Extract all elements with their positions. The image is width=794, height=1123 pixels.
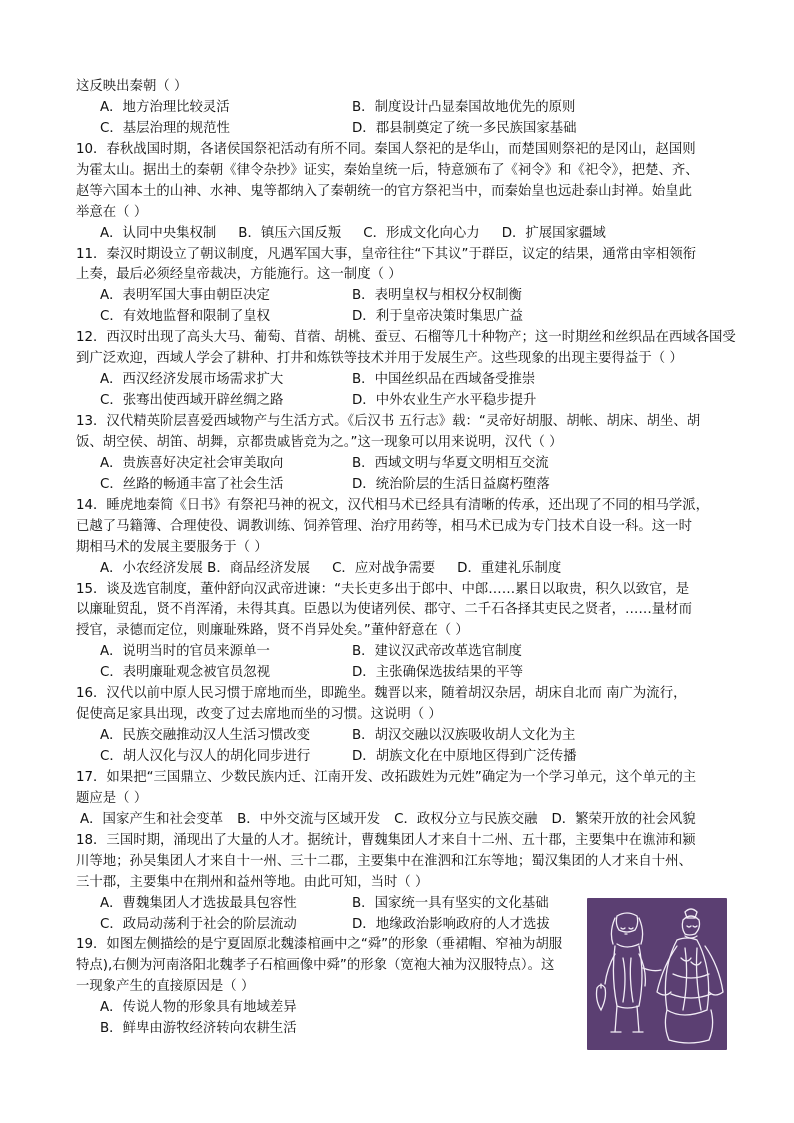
q16-option-d[interactable]: D．胡族文化在中原地区得到广泛传播 — [352, 749, 577, 764]
q17-option-d[interactable]: D．繁荣开放的社会风貌 — [551, 811, 696, 827]
q19-option-b[interactable]: B．鲜卑由游牧经济转向农耕生活 — [100, 1021, 297, 1037]
q12-option-d[interactable]: D．中外农业生产水平稳步提升 — [352, 393, 537, 409]
q10-option-b[interactable]: B．镇压六国反叛 — [238, 225, 342, 241]
q15-stem-1: 15．谈及选官制度，董仲舒向汉武帝进谏：“夫长吏多出于郎中、中郎……累日以取贵，积久以致官，是 — [76, 581, 690, 597]
q13-options-row2 — [76, 475, 724, 496]
q16-stem-2: 促使高足家具出现，改变了过去席地而坐的习惯。这说明（ ） — [76, 707, 442, 723]
q13-stem-1: 13．汉代精英阶层喜爱西域物产与生活方式。《后汉书 五行志》载：“灵帝好胡服、胡帐、胡床、胡坐、胡 — [76, 414, 701, 429]
q12-option-c[interactable]: C．张骞出使西域开辟丝绸之路 — [100, 393, 284, 409]
q13-stem-2: 饭、胡空侯、胡笛、胡舞，京都贵戚皆竞为之。”这一现象可以用来说明，汉代（ ） — [76, 434, 563, 450]
q11-options-row1 — [76, 286, 724, 307]
q19-stem-1: 19．如图左侧描绘的是宁夏固原北魏漆棺画中之“舜”的形象（垂裙帽、窄袖为胡服 — [76, 937, 563, 953]
q14-options — [76, 559, 724, 580]
q9-options-row1 — [76, 98, 724, 119]
q15-option-c[interactable]: C．表明廉耻观念被官员忽视 — [100, 665, 271, 681]
q14-stem-1: 14．睡虎地秦简《日书》有祭祀马神的祝文，汉代相马术已经具有清晰的传承，还出现了不同的相马学派， — [76, 497, 710, 513]
q18-option-a[interactable]: A．曹魏集团人才选拔最具包容性 — [100, 895, 297, 911]
q12-option-a[interactable]: A．西汉经济发展市场需求扩大 — [100, 372, 284, 388]
q10-option-d[interactable]: D．扩展国家疆域 — [501, 225, 606, 241]
q16-options-row1 — [76, 726, 724, 747]
q17-option-c[interactable]: C．政权分立与民族交融 — [394, 811, 538, 827]
q19-option-a[interactable]: A．传说人物的形象具有地域差异 — [100, 1000, 297, 1016]
q19-stem-3: 一现象产生的直接原因是（ ） — [76, 979, 255, 995]
q18-option-b[interactable]: B．国家统一具有坚实的文化基础 — [352, 895, 549, 911]
q10-option-c[interactable]: C．形成文化向心力 — [363, 225, 480, 241]
q11-options-row2 — [76, 307, 724, 328]
q12-options-row2 — [76, 391, 724, 412]
q16-options-row2 — [76, 747, 724, 768]
q10-stem-4: 举意在（ ） — [76, 204, 148, 220]
q17-stem-1: 17．如果把“三国鼎立、少数民族内迁、江南开发、改拓跋姓为元姓”确定为一个学习单元，这个单元的主 — [76, 769, 697, 785]
q15-option-a[interactable]: A．说明当时的官员来源单一 — [100, 644, 270, 660]
q18-option-c[interactable]: C．政局动荡利于社会的阶层流动 — [100, 916, 297, 932]
q18-stem-2: 川等地；孙吴集团人才来自十一州、三十二郡，主要集中在淮泗和江东等地；蜀汉集团的人才来自十州、 — [76, 853, 692, 869]
q13-option-b[interactable]: B．西域文明与华夏文明相互交流 — [352, 455, 549, 471]
q15-stem-3: 授官，录德而定位，则廉耻殊路，贤不肖异处矣。”董仲舒意在（ ） — [76, 623, 469, 639]
shun-figure-image — [587, 898, 727, 1050]
q9-continuation: 这反映出秦朝（ ） — [76, 79, 188, 94]
q16-option-a[interactable]: A．民族交融推动汉人生活习惯改变 — [100, 728, 311, 744]
q12-stem-2: 到广泛欢迎，西域人学会了耕种、打井和炼铁等技术并用于发展生产。这些现象的出现主要得益于（ ） — [76, 351, 683, 367]
q14-option-c[interactable]: C．应对战争需要 — [332, 560, 436, 576]
q11-option-c[interactable]: C．有效地监督和限制了皇权 — [100, 309, 271, 325]
q10-stem-3: 赵等六国本土的山神、水神、鬼等都纳入了秦朝统一的官方祭祀当中，而秦始皇也远赴泰山封禅。始皇此 — [76, 183, 692, 199]
q15-options-row1 — [76, 642, 724, 663]
q11-option-b[interactable]: B．表明皇权与相权分权制衡 — [352, 288, 522, 304]
q17-options — [76, 810, 724, 831]
q18-stem-3: 三十郡，主要集中在荆州和益州等地。由此可知，当时（ ） — [76, 874, 429, 890]
q14-option-d[interactable]: D．重建礼乐制度 — [457, 560, 562, 576]
q9-option-a[interactable]: A．地方治理比较灵活 — [100, 99, 230, 115]
q13-option-d[interactable]: D．统治阶层的生活日益腐朽堕落 — [352, 476, 550, 492]
shun-line-drawing — [587, 898, 727, 1050]
q11-option-a[interactable]: A．表明军国大事由朝臣决定 — [100, 288, 270, 304]
q10-stem-2: 为霍太山。据出土的秦朝《律令杂抄》证实，秦始皇统一后，特意颁布了《祠令》和《祀令》，把楚、齐、 — [76, 162, 699, 178]
q12-stem-1: 12．西汉时出现了高头大马、葡萄、苜蓿、胡桃、蚕豆、石榴等几十种物产；这一时期丝和丝织品在西域各国受 — [76, 330, 736, 346]
q12-options-row1 — [76, 370, 724, 391]
q16-option-b[interactable]: B．胡汉交融以汉族吸收胡人文化为主 — [352, 728, 576, 744]
q13-options-row1 — [76, 454, 724, 475]
q18-stem-1: 18．三国时期，涌现出了大量的人才。据统计，曹魏集团人才来自十二州、五十郡，主要集中在谯沛和颍 — [76, 832, 696, 848]
q18-option-d[interactable]: D．地缘政治影响政府的人才选拔 — [352, 916, 550, 932]
q16-stem-1: 16．汉代以前中原人民习惯于席地而坐，即跪坐。魏晋以来，随着胡汉杂居，胡床自北而 南广为流行， — [76, 686, 687, 702]
q10-options — [76, 224, 724, 245]
q17-option-b[interactable]: B．中外交流与区域开发 — [237, 811, 381, 827]
q11-option-d[interactable]: D．利于皇帝决策时集思广益 — [352, 309, 523, 325]
q14-stem-2: 已越了马籍簿、合理使役、调教训练、饲养管理、治疗用药等，相马术已成为专门技术自设一科。这一时 — [76, 518, 692, 534]
q13-option-a[interactable]: A．贵族喜好决定社会审美取向 — [100, 455, 284, 471]
q9-options-row2 — [76, 119, 724, 140]
q11-stem-1: 11．秦汉时期设立了朝议制度，凡遇军国大事，皇帝往往“下其议”于群臣，议定的结果，通常由宰相领衔 — [76, 246, 697, 262]
exam-page — [76, 77, 736, 1040]
q10-option-a[interactable]: A．认同中央集权制 — [100, 225, 217, 241]
q17-stem-2: 题应是（ ） — [76, 790, 148, 806]
q11-stem-2: 上奏，最后必须经皇帝裁决，方能施行。这一制度（ ） — [76, 267, 402, 283]
q10-stem-1: 10．春秋战国时期，各诸侯国祭祀活动有所不同。秦国人祭祀的是华山，而楚国则祭祀的是冈山，赵国则 — [76, 141, 696, 157]
q17-option-a[interactable]: A．国家产生和社会变革 — [80, 811, 224, 827]
q15-stem-2: 以廉耻贸乱，贤不肖浑淆，未得其真。臣愚以为使诸列侯、郡守、二千石各择其吏民之贤者，……量材而 — [76, 602, 692, 618]
q12-option-b[interactable]: B．中国丝织品在西域备受推崇 — [352, 372, 536, 388]
q15-options-row2 — [76, 663, 724, 684]
q9-option-b[interactable]: B．制度设计凸显秦国故地优先的原则 — [352, 99, 576, 115]
q13-option-c[interactable]: C．丝路的畅通丰富了社会生活 — [100, 476, 284, 492]
q14-option-ab[interactable]: A．小农经济发展 B．商品经济发展 — [100, 560, 311, 576]
q16-option-c[interactable]: C．胡人汉化与汉人的胡化同步进行 — [100, 749, 311, 764]
q9-option-d[interactable]: D．郡县制奠定了统一多民族国家基础 — [352, 120, 577, 136]
q15-option-b[interactable]: B．建议汉武帝改革选官制度 — [352, 644, 522, 660]
q14-stem-3: 期相马术的发展主要服务于（ ） — [76, 539, 268, 555]
q15-option-d[interactable]: D．主张确保选拔结果的平等 — [352, 665, 523, 681]
q9-option-c[interactable]: C．基层治理的规范性 — [100, 120, 230, 136]
q19-stem-2: 特点),右侧为河南洛阳北魏孝子石棺画像中舜”的形象（宽袍大袖为汉服特点）。这 — [76, 958, 555, 974]
